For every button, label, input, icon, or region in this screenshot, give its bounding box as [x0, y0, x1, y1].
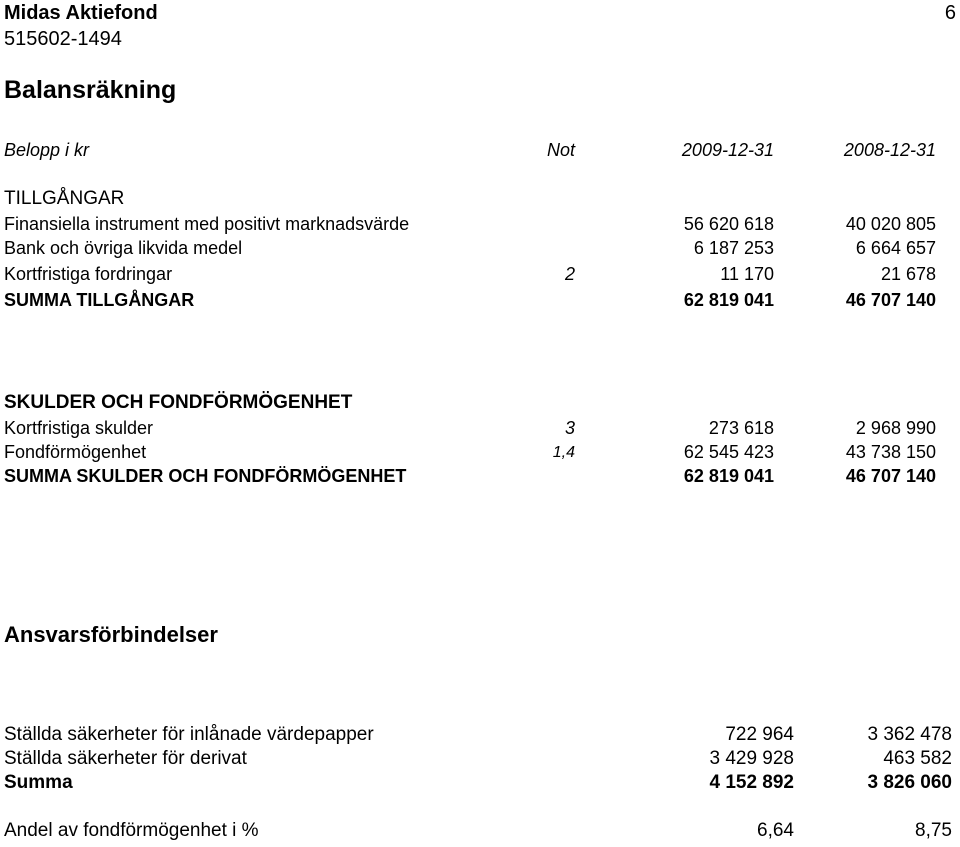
section-heading-liabilities — [0, 392, 960, 416]
total-value-2009: 4 152 892 — [709, 772, 794, 793]
table-row — [0, 418, 960, 442]
row-value-2009: 722 964 — [725, 724, 794, 745]
total-label: Summa — [4, 772, 73, 793]
total-row-assets — [0, 290, 960, 314]
share-label: Andel av fondförmögenhet i % — [4, 820, 259, 841]
table-row — [0, 724, 960, 748]
row-value-2008: 43 738 150 — [845, 442, 936, 462]
row-value-2009: 62 545 423 — [683, 442, 774, 462]
row-value-2008: 40 020 805 — [845, 214, 936, 234]
row-value-2009: 273 618 — [708, 418, 774, 438]
row-value-2008: 6 664 657 — [855, 238, 936, 258]
table-row — [0, 748, 960, 772]
liabilities-heading: SKULDER OCH FONDFÖRMÖGENHET — [4, 392, 353, 413]
share-value-2008: 8,75 — [915, 820, 952, 841]
row-label: Kortfristiga skulder — [4, 418, 154, 438]
column-year-2: 2008-12-31 — [843, 140, 936, 160]
row-note: 3 — [564, 418, 575, 438]
row-value-2009: 3 429 928 — [709, 748, 794, 769]
fund-name: Midas Aktiefond — [4, 2, 158, 24]
row-value-2008: 2 968 990 — [855, 418, 936, 438]
row-value-2009: 6 187 253 — [693, 238, 774, 258]
page-title: Balansräkning — [4, 76, 177, 104]
org-number: 515602-1494 — [4, 28, 122, 50]
row-label: Finansiella instrument med positivt marknadsvärde — [4, 214, 410, 234]
column-year-1: 2009-12-31 — [681, 140, 774, 160]
row-value-2008: 3 362 478 — [867, 724, 952, 745]
row-label: Bank och övriga likvida medel — [4, 238, 243, 258]
total-row-contingent — [0, 772, 960, 796]
column-label: Belopp i kr — [4, 140, 90, 160]
row-value-2009: 56 620 618 — [683, 214, 774, 234]
page-number: 6 — [944, 2, 956, 24]
row-note: 2 — [564, 264, 575, 284]
share-row — [0, 820, 960, 844]
table-row — [0, 264, 960, 288]
row-label: Fondförmögenhet — [4, 442, 147, 462]
row-label: Ställda säkerheter för derivat — [4, 748, 247, 769]
total-value-2009: 62 819 041 — [683, 290, 774, 310]
section-heading-contingent: Ansvarsförbindelser — [4, 622, 218, 647]
total-value-2008: 46 707 140 — [845, 290, 936, 310]
share-value-2009: 6,64 — [757, 820, 794, 841]
row-label: Kortfristiga fordringar — [4, 264, 173, 284]
total-value-2008: 3 826 060 — [867, 772, 952, 793]
section-heading-assets — [0, 188, 960, 212]
table-row — [0, 214, 960, 238]
row-value-2008: 21 678 — [880, 264, 936, 284]
row-value-2009: 11 170 — [720, 264, 774, 284]
column-header-row — [0, 140, 960, 164]
row-label: Ställda säkerheter för inlånade värdepapper — [4, 724, 374, 745]
table-row — [0, 442, 960, 466]
column-note: Not — [546, 140, 575, 160]
row-note: 1,4 — [552, 444, 575, 461]
row-value-2008: 463 582 — [883, 748, 952, 769]
total-value-2008: 46 707 140 — [845, 466, 936, 486]
assets-heading: TILLGÅNGAR — [4, 188, 125, 209]
total-value-2009: 62 819 041 — [683, 466, 774, 486]
total-row-liabilities — [0, 466, 960, 490]
total-label: SUMMA SKULDER OCH FONDFÖRMÖGENHET — [4, 466, 407, 486]
table-row — [0, 238, 960, 262]
total-label: SUMMA TILLGÅNGAR — [4, 290, 195, 310]
